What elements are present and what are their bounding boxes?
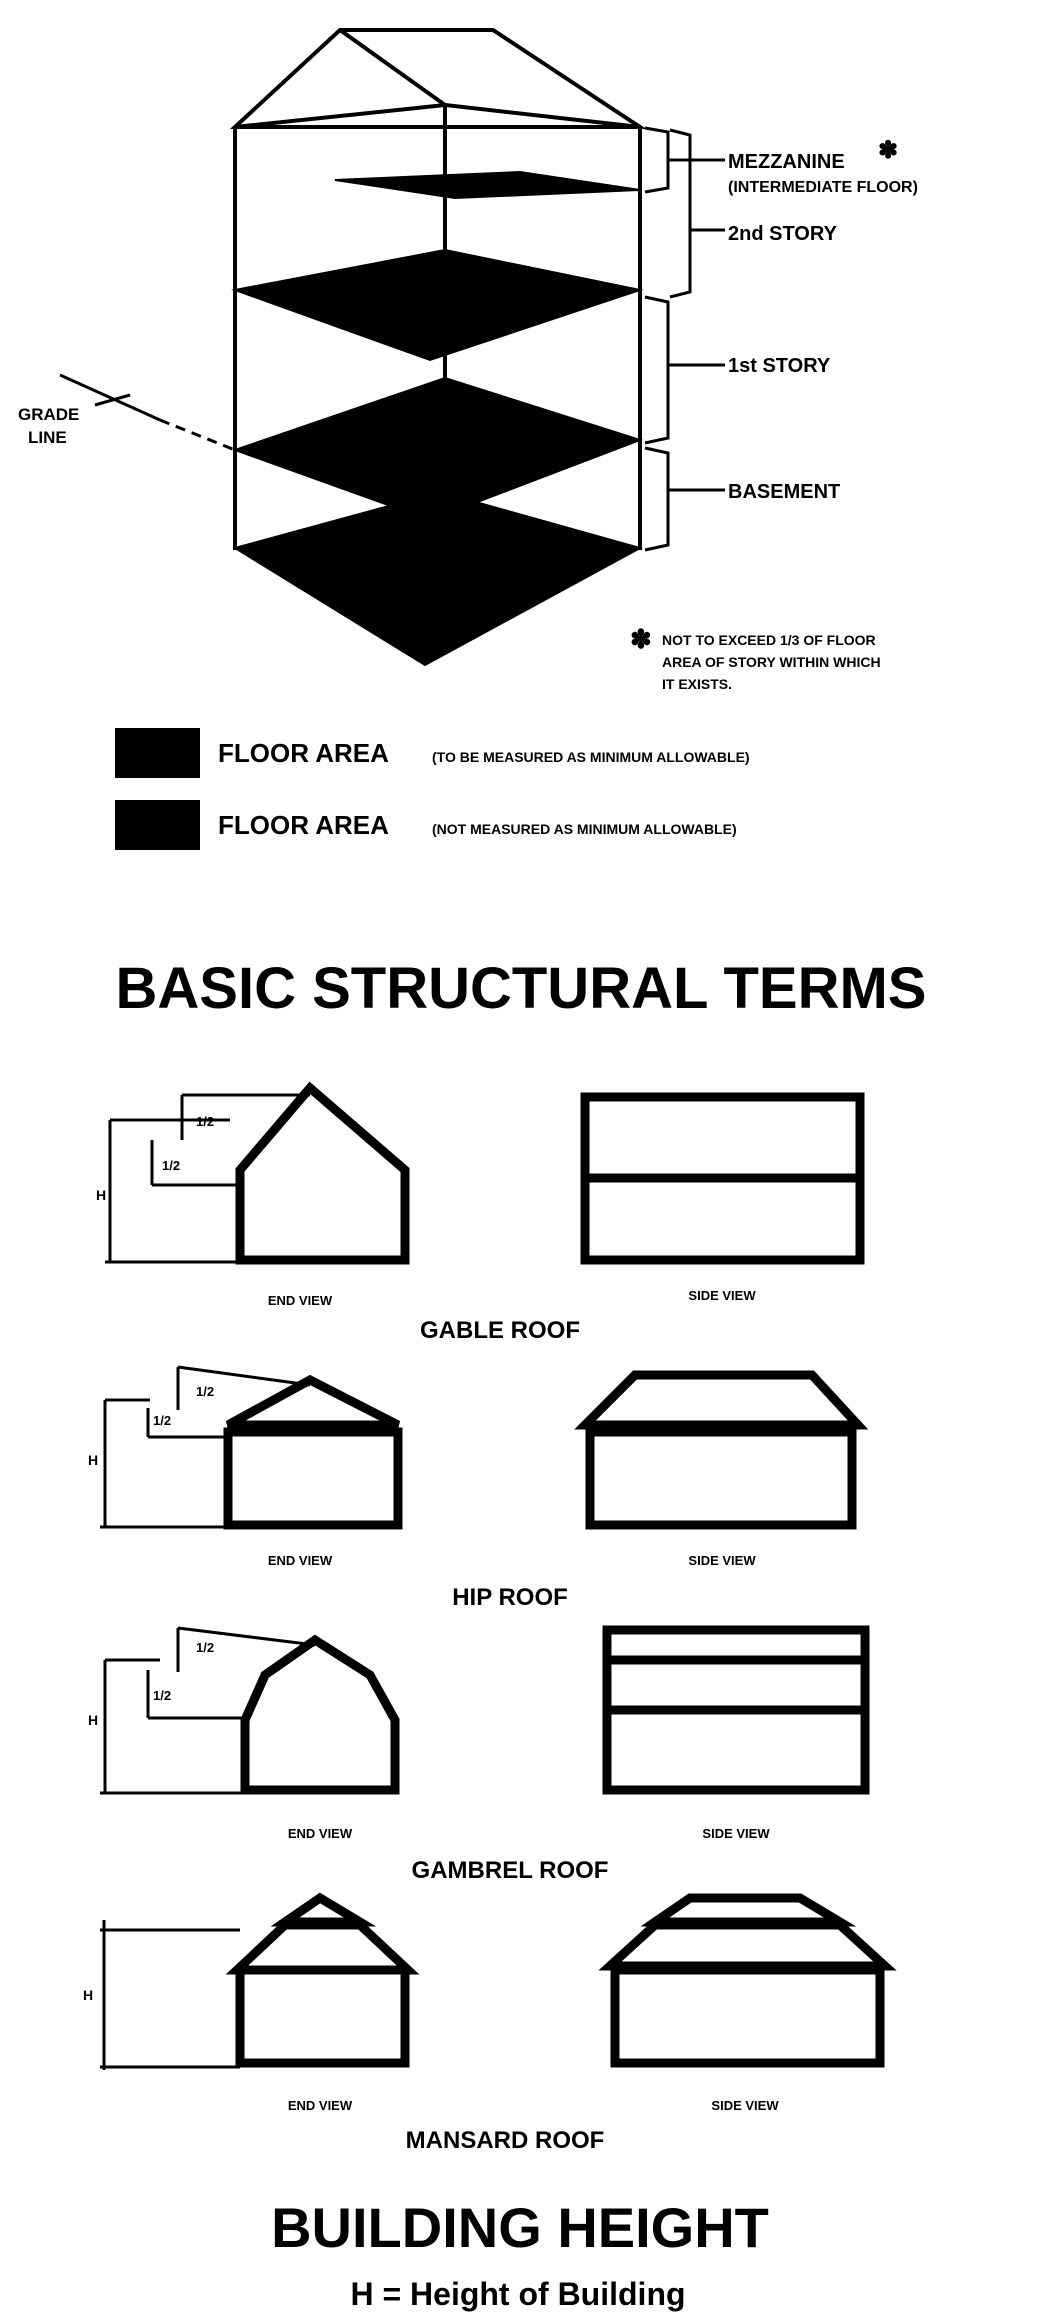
- gable-end-view: [240, 1088, 405, 1260]
- hip-roof-title: HIP ROOF: [452, 1584, 568, 1611]
- hip-side-view: [590, 1432, 852, 1525]
- basement-label: BASEMENT: [728, 481, 841, 503]
- mansard-end-view-label: END VIEW: [287, 2098, 353, 2113]
- mansard-h-label: H: [83, 1987, 94, 2003]
- gambrel-h-label: H: [88, 1712, 99, 1728]
- footnote-asterisk: ✽: [630, 624, 652, 654]
- building-height-title: BUILDING HEIGHT: [271, 2196, 769, 2259]
- legend-swatch-not-measured: [115, 800, 200, 850]
- basement-slab: [235, 492, 640, 665]
- mezzanine-asterisk: ✽: [878, 137, 899, 164]
- grade-label-line1: GRADE: [18, 405, 80, 424]
- second-story-label: 2nd STORY: [728, 223, 837, 245]
- hip-h-label: H: [88, 1452, 99, 1468]
- grade-line-dashed: [160, 420, 235, 450]
- gable-half-upper: 1/2: [196, 1114, 215, 1129]
- gambrel-roof-title: GAMBREL ROOF: [411, 1857, 609, 1884]
- mezzanine-label: MEZZANINE: [728, 151, 845, 173]
- hip-end-view: [228, 1432, 398, 1525]
- story-bracket: [670, 130, 725, 297]
- legend-not-measured-label: FLOOR AREA: [218, 810, 389, 840]
- legend: [115, 728, 750, 850]
- mezzanine-slab: [335, 172, 640, 198]
- mansard-side-view: [615, 1970, 880, 2063]
- building-section-diagram: [18, 30, 918, 692]
- gable-roof-title: GABLE ROOF: [420, 1317, 580, 1344]
- hip-side-view-label: SIDE VIEW: [688, 1553, 756, 1568]
- gable-roof-diagram: [96, 1088, 860, 1344]
- footnote-line-3: IT EXISTS.: [662, 676, 733, 692]
- gambrel-half-lower: 1/2: [153, 1688, 172, 1703]
- legend-swatch-measured: [115, 728, 200, 778]
- hip-end-view-label: END VIEW: [267, 1553, 333, 1568]
- gambrel-end-view: [245, 1640, 395, 1790]
- mansard-roof-title: MANSARD ROOF: [405, 2127, 605, 2154]
- grade-label-line2: LINE: [28, 428, 67, 447]
- gambrel-roof-diagram: [88, 1628, 865, 1884]
- gable-end-view-label: END VIEW: [267, 1293, 333, 1308]
- legend-measured-note: (TO BE MEASURED AS MINIMUM ALLOWABLE): [432, 749, 750, 765]
- gable-half-lower: 1/2: [162, 1158, 181, 1173]
- height-definition: H = Height of Building: [350, 2276, 686, 2312]
- mansard-side-view-label: SIDE VIEW: [711, 2098, 779, 2113]
- gambrel-side-view-label: SIDE VIEW: [702, 1826, 770, 1841]
- mezzanine-note: (INTERMEDIATE FLOOR): [728, 179, 918, 196]
- basement-bracket: [645, 448, 725, 550]
- footnote-line-1: NOT TO EXCEED 1/3 OF FLOOR: [662, 632, 876, 648]
- footnote-line-2: AREA OF STORY WITHIN WHICH: [662, 654, 881, 670]
- gable-side-view-label: SIDE VIEW: [688, 1288, 756, 1303]
- hip-half-upper: 1/2: [196, 1384, 215, 1399]
- first-story-bracket: [645, 297, 725, 443]
- hip-half-lower: 1/2: [153, 1413, 172, 1428]
- gambrel-half-upper: 1/2: [196, 1640, 215, 1655]
- mansard-end-view: [240, 1970, 405, 2063]
- hip-roof-diagram: [88, 1367, 858, 1611]
- mansard-roof-diagram: [83, 1898, 885, 2154]
- structural-terms-title: BASIC STRUCTURAL TERMS: [115, 956, 927, 1021]
- legend-not-measured-note: (NOT MEASURED AS MINIMUM ALLOWABLE): [432, 821, 737, 837]
- gambrel-end-view-label: END VIEW: [287, 1826, 353, 1841]
- roof-outline: [235, 30, 640, 127]
- gable-h-label: H: [96, 1187, 107, 1203]
- first-story-label: 1st STORY: [728, 355, 831, 377]
- mezzanine-bracket: [645, 128, 725, 192]
- legend-measured-label: FLOOR AREA: [218, 738, 389, 768]
- second-story-slab: [235, 250, 640, 360]
